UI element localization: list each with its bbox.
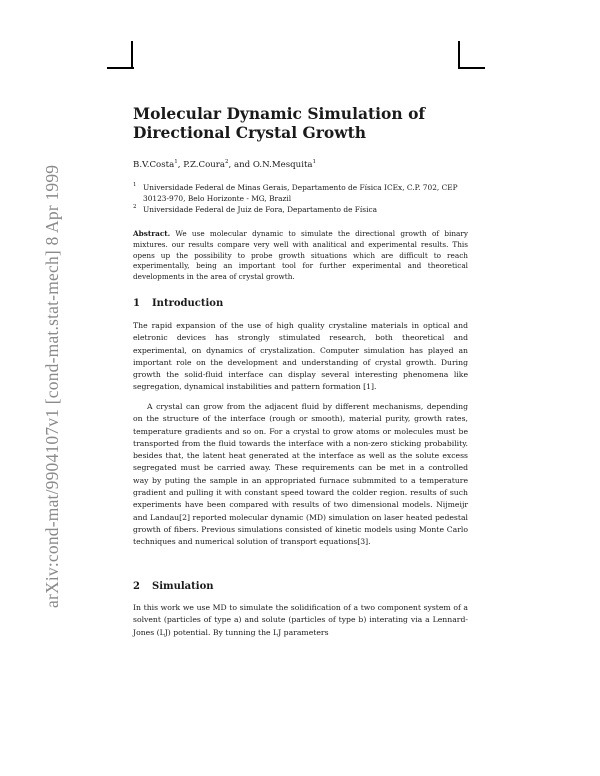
paper-title: Molecular Dynamic Simulation of Directional Crystal Growth (133, 104, 426, 142)
affiliation-mark: 2 (133, 204, 137, 210)
author-list (133, 160, 316, 170)
section-heading-simulation (133, 581, 214, 592)
paragraph: The rapid expansion of the use of high quality crystaline materials in optical and eletronic devices has strongly stimulated research, both theoretical and experimental, on dynamics of crystalization. Computer simulation has played an important role on the development and understanding of crystal growth. During growth the solid-fluid interface can display several interesting phenomena like segregation, dynamical instabilities and pattern formation [1]. (133, 321, 468, 392)
paragraph: A crystal can grow from the adjacent fluid by different mechanisms, depending on the structure of the interface (rough or smooth), material purity, growth rates, temperature gradients and so on. For a crystal to grow atoms or molecules must be transported from the fluid towards the interface with a non-zero sticking probability. besides that, the latent heat generated at the interface as well as the solute excess segregated must be carried away. These requirements can be met in a controlled way by puting the sample in an appropriated furnace submmited to a temperature gradient and pulling it with constant speed toward the colder region. results of such experiments have been compared with results of two dimensional models. Nijmeijr and Landau[2] reported molecular dynamic (MD) simulation on laser heated pedestal growth of fibers. Previous simulations consisted of kinetic models using Monte Carlo techniques and numerical solution of transport equations[3]. (133, 402, 468, 547)
section-heading-introduction (133, 298, 223, 309)
crop-mark-top-right-vertical (458, 41, 460, 67)
section-number: 1 (133, 298, 140, 309)
author-separator: , (177, 160, 184, 170)
affiliation-mark: 2 (225, 159, 229, 166)
section-title: Introduction (152, 298, 224, 309)
author-separator: , and (228, 160, 253, 170)
abstract-label: Abstract. (133, 229, 171, 238)
section-number: 2 (133, 581, 140, 592)
affiliation-mark: 1 (312, 159, 317, 166)
section-title: Simulation (152, 581, 214, 592)
abstract (133, 229, 468, 283)
affiliation-mark: 1 (133, 182, 137, 188)
affiliation-mark: 1 (174, 159, 178, 166)
paragraph: In this work we use MD to simulate the solidification of a two component system of a solvent (particles of type a) and solute (particles of type b) interating via a Lennard-Jones (LJ) potential. By tunning the LJ parameters (133, 603, 468, 637)
author-name: P.Z.Coura (183, 160, 226, 170)
crop-mark-top-right-horizontal (458, 67, 485, 69)
affiliation-text: Universidade Federal de Minas Gerais, Departamento de Física ICEx, C.P. 702, CEP 30123-970, Belo Horizonte - MG, Brazil (143, 183, 458, 203)
arxiv-side-identifier: arXiv:cond-mat/9904107v1 [cond-mat.stat-mech] 8 Apr 1999 (42, 164, 62, 608)
affiliation-text: Universidade Federal de Juiz de Fora, Departamento de Física (143, 205, 377, 214)
crop-mark-top-left-horizontal (107, 67, 134, 69)
author-name: O.N.Mesquita (252, 160, 313, 170)
crop-mark-top-left-vertical (131, 41, 133, 67)
author-name: B.V.Costa (133, 160, 175, 170)
abstract-text: We use molecular dynamic to simulate the directional growth of binary mixtures. our results compare very well with analitical and experimental results. This opens up the possibility to probe growth situations which are difficult to reach experimentally, being an important tool for further experimental and theoretical developments in the area of crystal growth. (133, 229, 468, 282)
